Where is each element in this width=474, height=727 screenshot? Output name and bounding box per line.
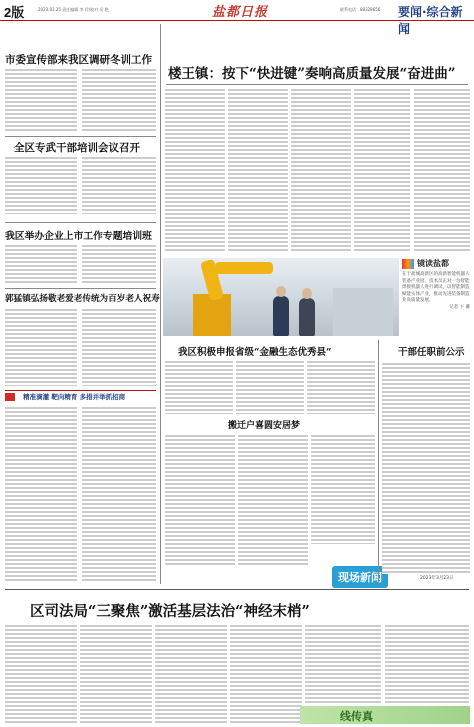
bottom-headline: 区司法局“三聚焦”激活基层法治“神经末梢”: [30, 603, 310, 620]
article-body: [236, 360, 304, 414]
photo-caption-box: [402, 258, 470, 336]
article-title: 我区举办企业上市工作专题培训班: [5, 231, 152, 242]
article-body: [307, 360, 375, 414]
divider: [166, 84, 468, 85]
article-body: [230, 624, 302, 724]
article-body: [82, 308, 156, 386]
person: [273, 296, 289, 336]
column-divider: [160, 24, 161, 584]
page-number: 2版: [4, 5, 25, 20]
article-body: [228, 88, 288, 252]
article-body: [165, 88, 225, 252]
article-body: [5, 156, 77, 214]
divider: [5, 288, 156, 289]
article-body: [238, 434, 308, 566]
edition-meta: 2023.03.25 责任编辑 李 玲/校对 吴 艳: [38, 7, 109, 12]
person-head: [276, 286, 286, 297]
feature-title: 搬迁户喜圆安居梦: [228, 421, 301, 431]
article-body: [165, 360, 233, 414]
main-headline: 楼王镇：按下“快进键”奏响高质量发展“奋进曲”: [168, 66, 456, 82]
newspaper-logo: 盐都日报: [212, 5, 269, 20]
robot-arm: [215, 262, 273, 274]
person: [299, 298, 315, 336]
article-body: [5, 68, 77, 132]
machine-panel: [333, 288, 393, 336]
article-body: [311, 434, 375, 544]
article-body: [5, 624, 77, 724]
article-title: 郭猛镇弘扬敬老爱老传统为百岁老人祝寿: [5, 294, 160, 304]
article-body: [291, 88, 351, 252]
divider: [5, 589, 469, 590]
notice-date: 2023年3月23日: [420, 576, 454, 581]
article-body: [305, 624, 381, 704]
article-body: [155, 624, 227, 724]
banner-title: 线传真: [340, 710, 373, 723]
contact-info: 联系电话：88328656: [340, 7, 381, 12]
article-body: [354, 88, 410, 252]
camera-icon: [402, 259, 414, 269]
photo-author: 记者 卞 蕃: [449, 304, 470, 310]
news-photo: [163, 258, 399, 336]
live-news-badge: 现场新闻: [332, 566, 388, 588]
article-body: [5, 406, 77, 582]
article-body: [80, 624, 152, 724]
article-body: [82, 406, 156, 582]
column-divider: [378, 340, 379, 584]
person-head: [302, 288, 312, 299]
subhead-title: 我区积极申报省级“金融生态优秀县”: [178, 347, 332, 358]
article-body: [5, 244, 77, 284]
boxed-story-header: [5, 390, 156, 403]
article-body: [414, 88, 470, 252]
article-body: [82, 156, 156, 214]
feature-banner: [300, 706, 470, 724]
article-title: 市委宣传部来我区调研冬训工作: [5, 54, 152, 66]
section-title: 要闻·综合新闻: [398, 5, 463, 36]
article-body: [385, 624, 469, 704]
boxed-story-title: 精准滴灌 靶向精育 多措并举抓招商: [23, 393, 126, 401]
caption-header: [402, 258, 470, 269]
caption-title: 镜读盐都: [417, 259, 449, 268]
article-title: 全区专武干部培训会议召开: [14, 142, 140, 154]
divider: [5, 222, 156, 223]
section-marker: [5, 393, 15, 401]
photo-caption: 在于盐城高新区的高新智能机器人装备产业园，技术员正对一台智能焊接机器人进行调试，以智能制造赋能实体产业，推动先进装备制造业高质量发展。: [402, 272, 470, 303]
divider: [5, 136, 156, 137]
article-body: [165, 434, 235, 566]
notice-body: [382, 362, 470, 574]
article-body: [82, 68, 156, 132]
article-body: [82, 244, 156, 284]
article-body: [5, 308, 77, 386]
notice-title: 干部任职前公示: [398, 347, 465, 358]
